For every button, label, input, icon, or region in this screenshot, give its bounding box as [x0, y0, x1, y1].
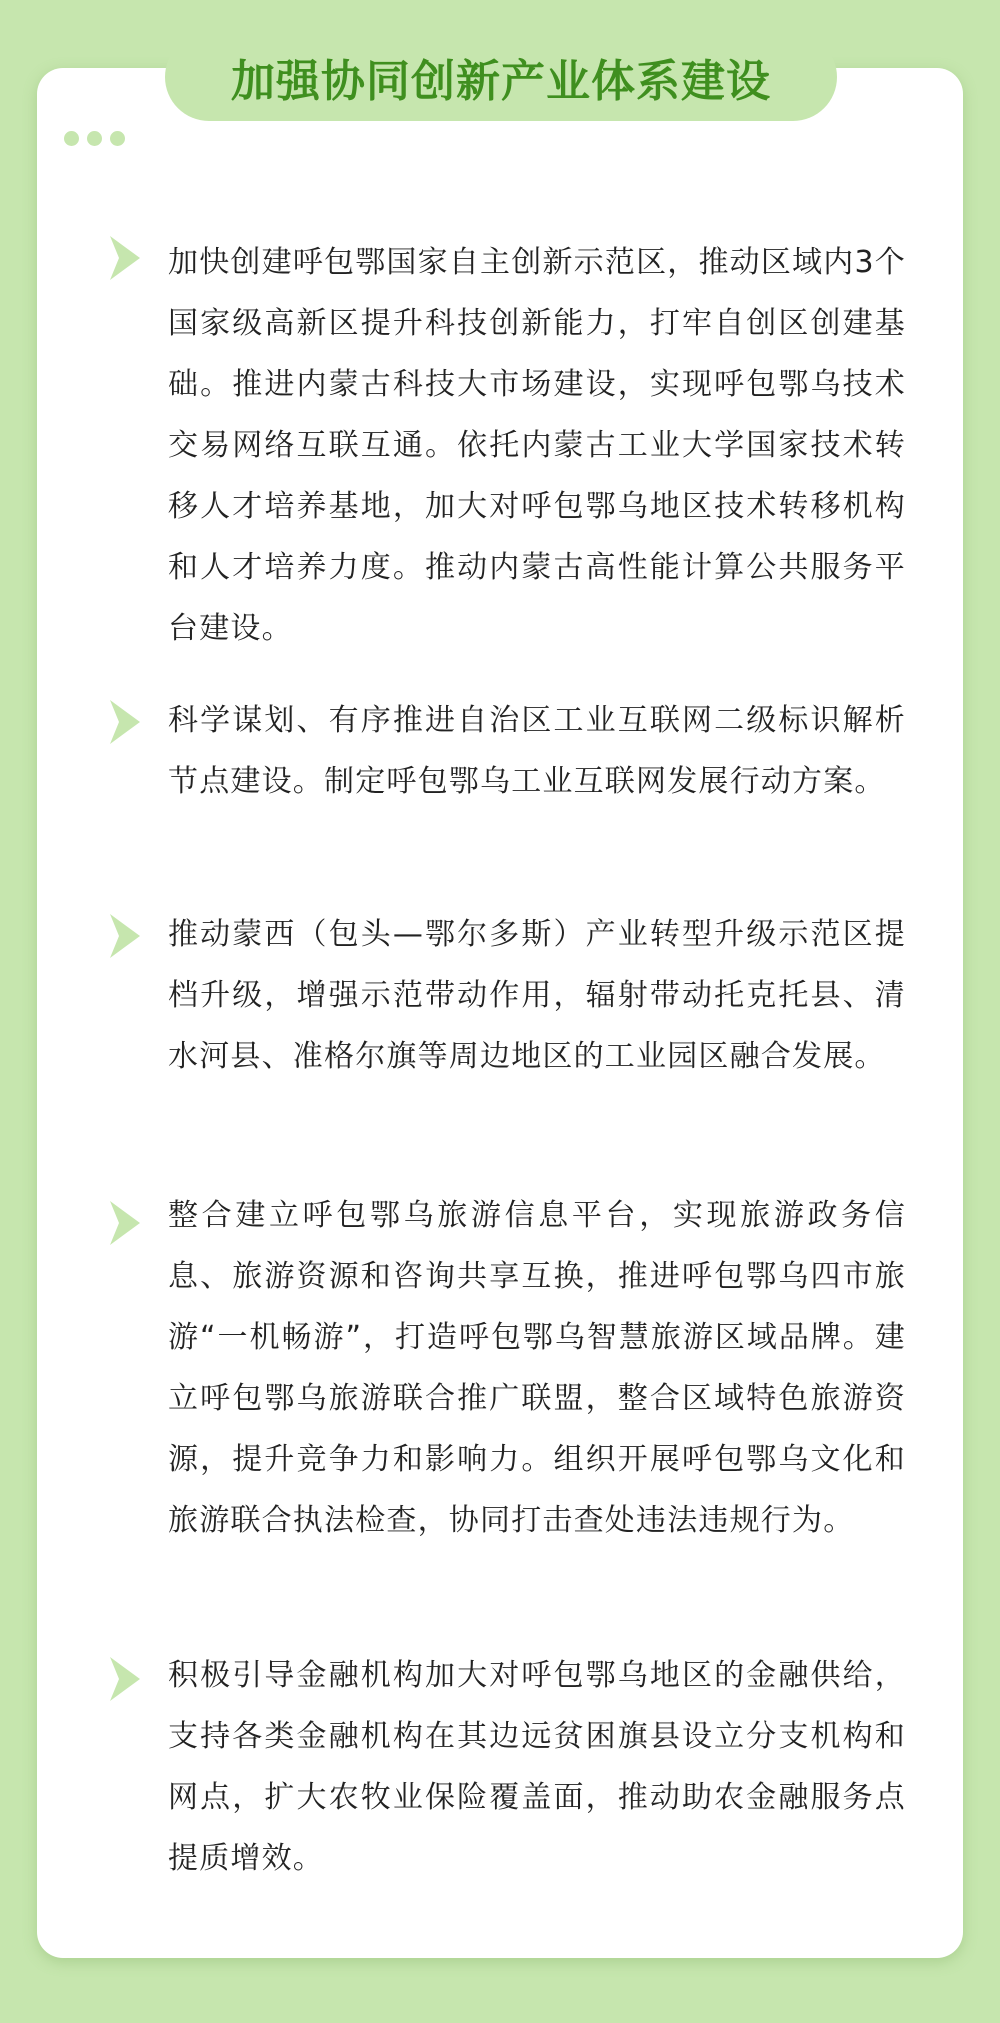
paragraph-text: 整合建立呼包鄂乌旅游信息平台，实现旅游政务信息、旅游资源和咨询共享互换，推进呼包鄂乌四市旅游“一机畅游”，打造呼包鄂乌智慧旅游区域品牌。建立呼包鄂乌旅游联合推广联盟，整合区域特色旅游资源，提升竞争力和影响力。组织开展呼包鄂乌文化和旅游联合执法检查，协同打击查处违法违规行为。: [168, 1198, 906, 1538]
page-title: 加强协同创新产业体系建设: [231, 56, 771, 107]
paragraph-text: 科学谋划、有序推进自治区工业互联网二级标识解析节点建设。制定呼包鄂乌工业互联网发展行动方案。: [168, 703, 906, 799]
chevron-right-icon: [110, 236, 140, 280]
chevron-right-icon: [110, 1657, 140, 1701]
paragraph-text: 加快创建呼包鄂国家自主创新示范区，推动区域内3个国家级高新区提升科技创新能力，打牢自创区创建基础。推进内蒙古科技大市场建设，实现呼包鄂乌技术交易网络互联互通。依托内蒙古工业大学国家技术转移人才培养基地，加大对呼包鄂乌地区技术转移机构和人才培养力度。推动内蒙古高性能计算公共服务平台建设。: [168, 245, 906, 646]
paragraph-text: 积极引导金融机构加大对呼包鄂乌地区的金融供给，支持各类金融机构在其边远贫困旗县设立分支机构和网点，扩大农牧业保险覆盖面，推动助农金融服务点提质增效。: [168, 1658, 906, 1876]
dot-icon: [110, 131, 125, 146]
chevron-right-icon: [110, 1201, 140, 1245]
paragraph-text: 推动蒙西（包头—鄂尔多斯）产业转型升级示范区提档升级，增强示范带动作用，辐射带动托克托县、清水河县、准格尔旗等周边地区的工业园区融合发展。: [168, 917, 906, 1074]
chevron-right-icon: [110, 914, 140, 958]
dot-icon: [64, 131, 79, 146]
dot-icon: [87, 131, 102, 146]
dots-decoration: [64, 131, 125, 146]
title-banner: [165, 33, 837, 121]
chevron-right-icon: [110, 700, 140, 744]
